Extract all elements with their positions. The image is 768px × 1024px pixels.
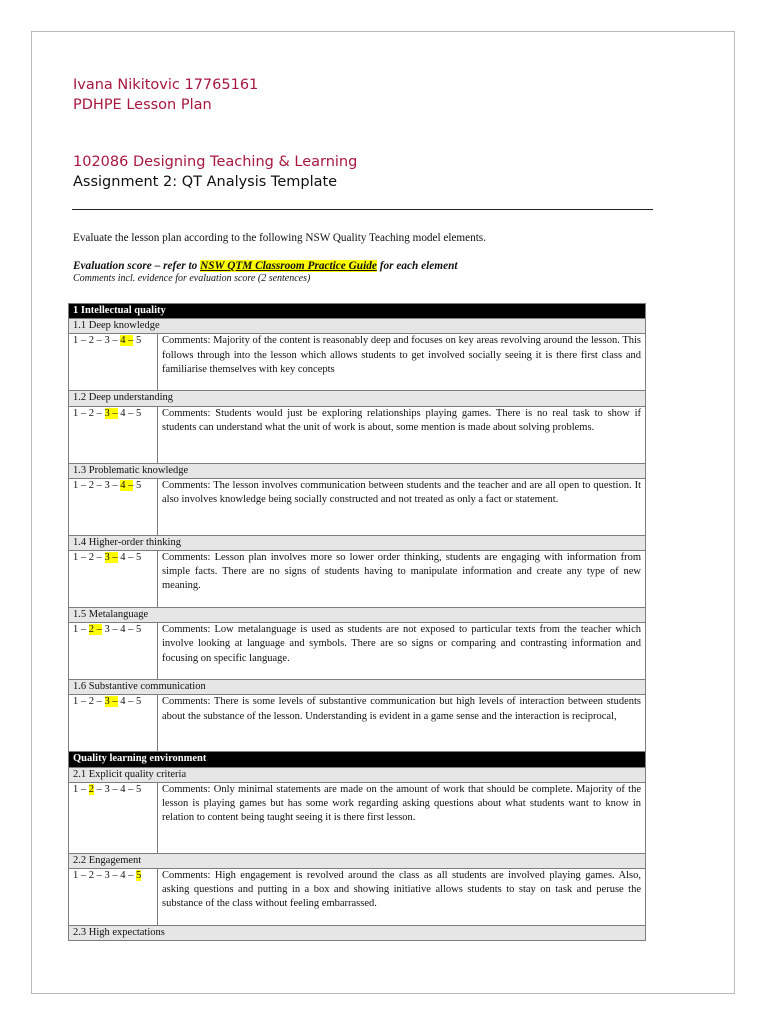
element-label: 2.1 Explicit quality criteria	[69, 767, 646, 782]
element-label: 1.6 Substantive communication	[69, 680, 646, 695]
score-scale: 1 – 2 – 3 – 4 – 5	[69, 869, 158, 926]
selected-score: 4 –	[120, 335, 134, 347]
assignment-title: Assignment 2: QT Analysis Template	[73, 174, 338, 190]
comment-cell: Comments: Students would just be exploring relationships playing games. There is no real task to show if students can understand what the unit of work is about, some mention is made about solving problems.	[158, 406, 646, 463]
title-divider	[72, 209, 653, 210]
element-label: 1.5 Metalanguage	[69, 608, 646, 623]
comment-cell: Comments: There is some levels of substantive communication but high levels of interaction between students about the substance of the lesson. Understanding is evident in a game sense and the interaction is reciprocal,	[158, 695, 646, 752]
selected-score: 4 –	[120, 479, 134, 491]
section-header-quality-learning-environment: Quality learning environment	[69, 752, 646, 767]
plan-title: PDHPE Lesson Plan	[73, 97, 212, 113]
selected-score: 5	[136, 870, 142, 882]
score-scale: 1 – 2 – 3 – 4 – 5	[69, 782, 158, 853]
comment-cell: Comments: Lesson plan involves more so lower order thinking, students are engaging with information from simple facts. There are no signs of students having to manipulate information and create any type of new meaning.	[158, 551, 646, 608]
score-scale: 1 – 2 – 3 – 4 – 5	[69, 406, 158, 463]
score-scale: 1 – 2 – 3 – 4 – 5	[69, 478, 158, 535]
element-label: 2.3 High expectations	[69, 926, 646, 941]
comment-cell: Comments: Majority of the content is reasonably deep and focuses on key areas revolving around the lesson. This follows through into the lesson which allows students to get involved socially seeing it is there first class and familiarise themselves with key concepts	[158, 334, 646, 391]
selected-score: 3 –	[104, 552, 118, 564]
intro-text: Evaluate the lesson plan according to the following NSW Quality Teaching model elements.	[73, 232, 486, 244]
selected-score: 3 –	[104, 407, 118, 419]
score-scale: 1 – 2 – 3 – 4 – 5	[69, 551, 158, 608]
score-scale: 1 – 2 – 3 – 4 – 5	[69, 334, 158, 391]
score-scale: 1 – 2 – 3 – 4 – 5	[69, 623, 158, 680]
element-label: 1.1 Deep knowledge	[69, 319, 646, 334]
comment-cell: Comments: Only minimal statements are made on the amount of work that should be complete. Majority of the lesson is playing games but has some work regarding asking questions about what students want to know in relation to content being taught seeing it is there first lesson.	[158, 782, 646, 853]
score-scale: 1 – 2 – 3 – 4 – 5	[69, 695, 158, 752]
course-title: 102086 Designing Teaching & Learning	[73, 154, 358, 170]
element-label: 1.4 Higher-order thinking	[69, 535, 646, 550]
comment-cell: Comments: The lesson involves communication between students and the teacher and are all open to question. It also involves knowledge being socially constructed and not treated as only a fact or statement.	[158, 478, 646, 535]
comment-cell: Comments: Low metalanguage is used as students are not exposed to particular texts from the teacher which involve looking at language and symbols. There are so signs or comparing and contrasting information and focusing on specific language.	[158, 623, 646, 680]
author-line: Ivana Nikitovic 17765161	[73, 77, 259, 93]
evaluation-suffix: for each element	[376, 260, 458, 272]
selected-score: 2 –	[88, 624, 102, 636]
guide-link[interactable]: NSW QTM Classroom Practice Guide	[200, 260, 377, 272]
evaluation-instruction	[73, 259, 458, 273]
qt-analysis-table	[68, 303, 646, 941]
element-label: 2.2 Engagement	[69, 853, 646, 868]
element-label: 1.3 Problematic knowledge	[69, 463, 646, 478]
selected-score: 2	[88, 783, 94, 795]
element-label: 1.2 Deep understanding	[69, 391, 646, 406]
evaluation-prefix: Evaluation score – refer to	[73, 260, 201, 272]
selected-score: 3 –	[104, 696, 118, 708]
comments-note: Comments incl. evidence for evaluation score (2 sentences)	[73, 273, 311, 284]
section-header-intellectual-quality: 1 Intellectual quality	[69, 304, 646, 319]
comment-cell: Comments: High engagement is revolved around the class as all students are involved playing games. Also, asking questions and putting in a box and showing initiative allows students to stay on task and peruse the substance of the class without feeling embarrassed.	[158, 869, 646, 926]
